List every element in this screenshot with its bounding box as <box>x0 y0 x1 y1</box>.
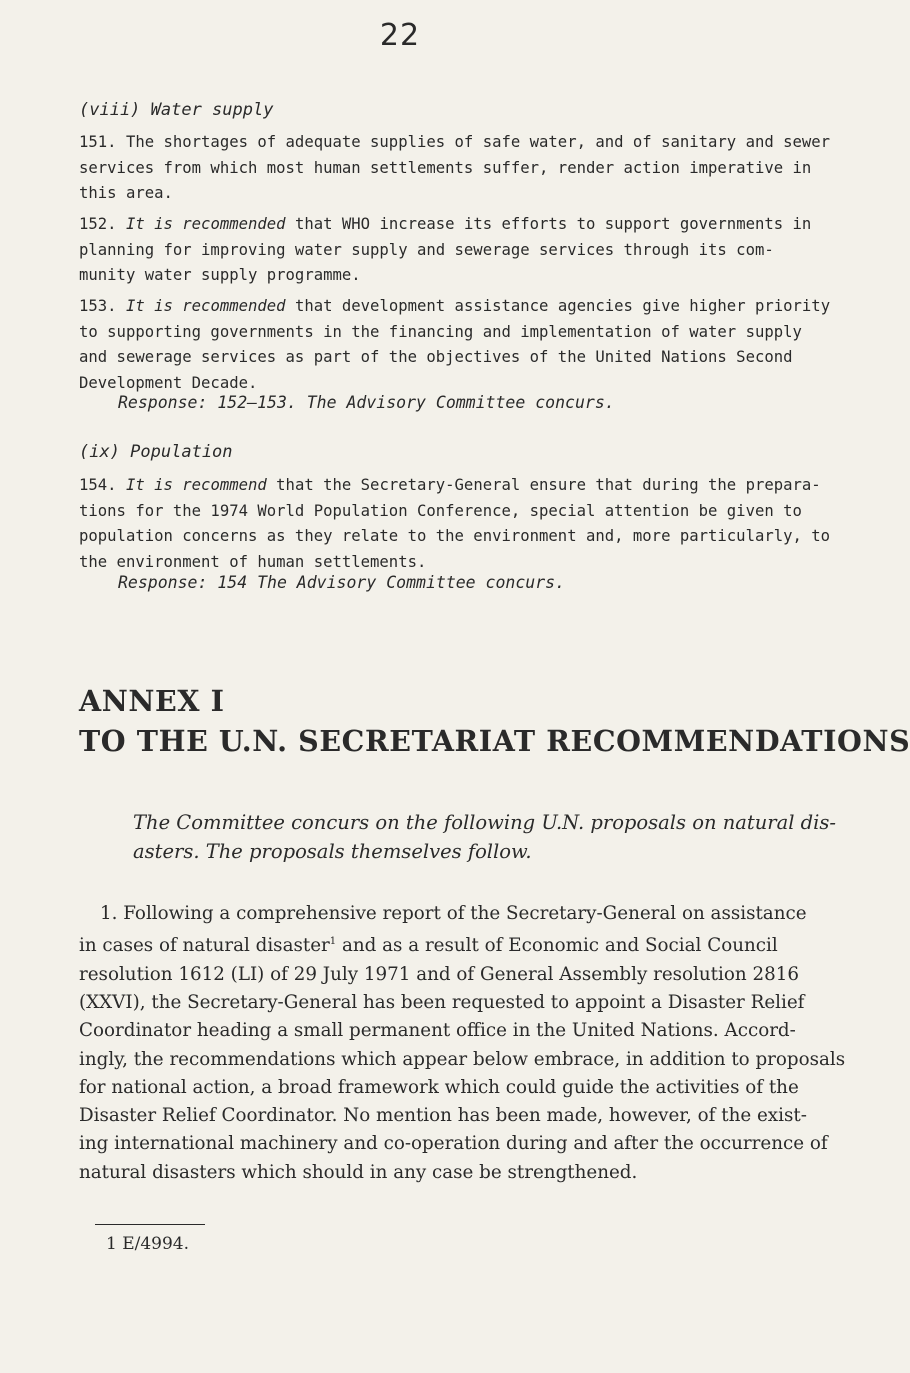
paragraph-number: 153. <box>79 297 126 315</box>
paragraph-text: that development assistance agencies give higher priority <box>285 297 831 315</box>
paragraph-line <box>79 928 845 960</box>
page-number: 22 <box>379 18 421 53</box>
paragraph-151 <box>79 130 831 207</box>
intro-line: asters. The proposals themselves follow. <box>133 840 532 863</box>
annex-paragraph-1 <box>79 900 845 1187</box>
paragraph-154 <box>79 473 831 575</box>
paragraph-text: and as a result of Economic and Social Council <box>336 935 778 957</box>
paragraph-152 <box>79 212 812 289</box>
footnote-marker: 1 <box>329 936 337 948</box>
paragraph-153 <box>79 294 831 396</box>
paragraph-line: this area. <box>79 184 173 202</box>
paragraph-line: resolution 1612 (LI) of 29 July 1971 and of General Assembly resolution 2816 <box>79 963 799 985</box>
paragraph-text: in cases of natural disaster <box>79 935 330 957</box>
paragraph-line: 151. The shortages of adequate supplies of safe water, and of sanitary and sewer <box>79 133 831 151</box>
paragraph-line: natural disasters which should in any case be strengthened. <box>79 1161 638 1183</box>
paragraph-line: the environment of human settlements. <box>79 552 427 571</box>
paragraph-line: services from which most human settlements suffer, render action imperative in <box>79 158 812 177</box>
annex-title: ANNEX I <box>79 684 225 718</box>
paragraph-line <box>79 212 812 238</box>
paragraph-line: Coordinator heading a small permanent office in the United Nations. Accord- <box>79 1020 796 1042</box>
response-152-153: Response: 152–153. The Advisory Committee concurs. <box>118 393 615 412</box>
paragraph-line <box>79 473 821 499</box>
paragraph-number: 154. <box>79 476 126 494</box>
section-heading-population: (ix) Population <box>79 442 233 462</box>
paragraph-number: 152. <box>79 215 126 233</box>
paragraph-line: Disaster Relief Coordinator. No mention has been made, however, of the exist- <box>79 1105 807 1127</box>
paragraph-line: to supporting governments in the financing and implementation of water supply <box>79 322 802 341</box>
recommendation-phrase: It is recommend <box>125 476 267 494</box>
section-heading-water-supply: (viii) Water supply <box>79 100 274 120</box>
annex-subtitle: TO THE U.N. SECRETARIAT RECOMMENDATIONS <box>79 724 910 758</box>
recommendation-phrase: It is recommended <box>125 215 286 233</box>
paragraph-line: and sewerage services as part of the objectives of the United Nations Second <box>79 348 793 366</box>
paragraph-line: munity water supply programme. <box>79 266 361 284</box>
annex-intro <box>133 808 836 866</box>
paragraph-line: Development Decade. <box>79 373 258 392</box>
paragraph-line: 1. Following a comprehensive report of the Secretary-General on assistance <box>100 903 807 924</box>
paragraph-line: for national action, a broad framework which could guide the activities of the <box>79 1076 799 1098</box>
intro-line: The Committee concurs on the following U.N. proposals on natural dis- <box>133 811 836 834</box>
footnote: 1 E/4994. <box>106 1234 190 1254</box>
footnote-divider <box>95 1224 205 1225</box>
paragraph-text: that the Secretary-General ensure that during the prepara- <box>266 476 821 494</box>
paragraph-line: ingly, the recommendations which appear below embrace, in addition to proposals <box>79 1048 846 1070</box>
paragraph-line: population concerns as they relate to the environment and, more particularly, to <box>79 527 831 545</box>
paragraph-line: ing international machinery and co-operation during and after the occurrence of <box>79 1133 828 1155</box>
response-154: Response: 154 The Advisory Committee concurs. <box>118 573 566 592</box>
paragraph-line <box>79 294 831 320</box>
paragraph-line: (XXVI), the Secretary-General has been requested to appoint a Disaster Relief <box>79 991 805 1013</box>
paragraph-line: planning for improving water supply and sewerage services through its com- <box>79 240 774 259</box>
recommendation-phrase: It is recommended <box>125 297 286 315</box>
paragraph-line: tions for the 1974 World Population Conference, special attention be given to <box>79 501 802 520</box>
paragraph-text: that WHO increase its efforts to support governments in <box>285 215 812 233</box>
